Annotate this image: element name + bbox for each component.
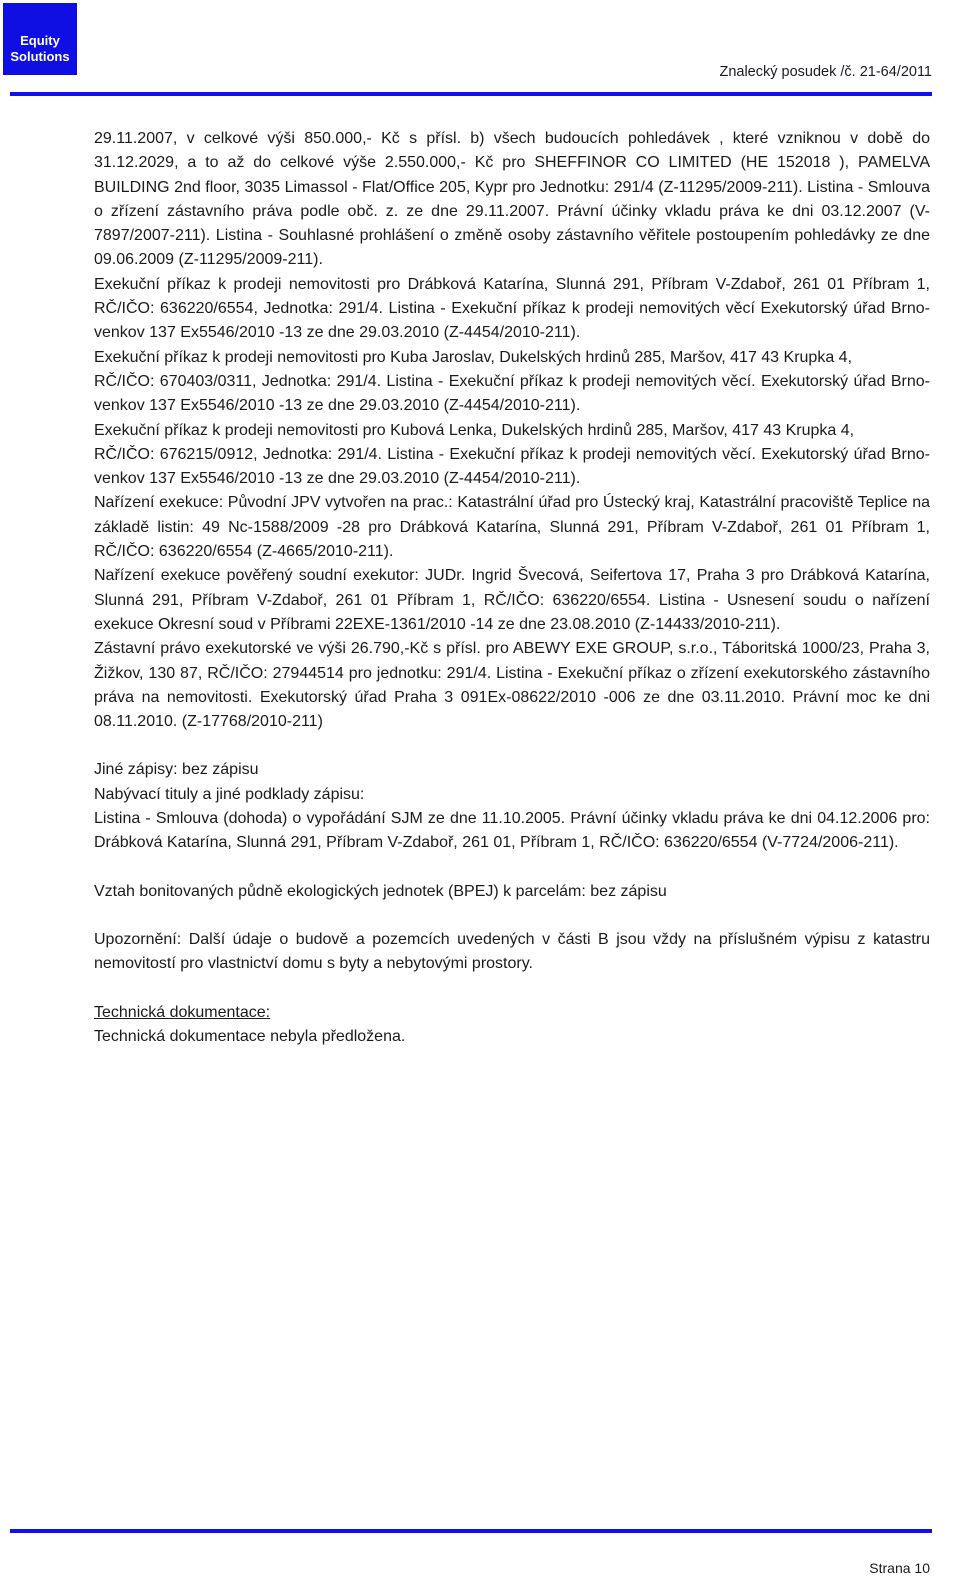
footer-rule	[10, 1529, 932, 1533]
technical-documentation-text: Technická dokumentace nebyla předložena.	[94, 1027, 406, 1045]
page-number: Strana 10	[869, 1560, 930, 1576]
acquisition-titles-text: Listina - Smlouva (dohoda) o vypořádání SJM ze dne 11.10.2005. Právní účinky vkladu práva ke dni 04.12.2006 pro: Drábková Katarína, Slunná 291, Příbram V-Zdaboř, 261 01, Příbram 1, RČ/IČO: 636220/6554 (V-7724/2006-211).	[94, 810, 930, 852]
logo-line-2: Solutions	[10, 49, 70, 64]
company-logo	[3, 3, 77, 75]
document-body	[94, 127, 930, 1049]
paragraph-enforcement-bailiff: Nařízení exekuce pověřený soudní exekutor: JUDr. Ingrid Švecová, Seifertova 17, Praha 3 pro Drábková Katarína, Slunná 291, Příbram V-Zdaboř, 261 01 Příbram 1, RČ/IČO: 636220/6554. Listina - Usnesení soudu o nařízení exekuce Okresní soud v Příbrami 22EXE-1361/2010 -14 ze dne 23.08.2010 (Z-14433/2010-211).	[94, 567, 930, 633]
paragraph-bailiff-lien: Zástavní právo exekutorské ve výši 26.790,-Kč s přísl. pro ABEWY EXE GROUP, s.r.o., Táboritská 1000/23, Praha 3, Žižkov, 130 87, RČ/IČO: 27944514 pro jednotku: 291/4. Listina - Exekuční příkaz o zřízení exekutorského zástavního práva na nemovitosti. Exekutorský úřad Praha 3 091Ex-08622/2010 -006 ze dne 03.11.2010. Právní moc ke dni 08.11.2010. (Z-17768/2010-211)	[94, 640, 930, 731]
paragraph-enforcement-ordered: Nařízení exekuce: Původní JPV vytvořen na prac.: Katastrální úřad pro Ústecký kraj, Katastrální pracoviště Teplice na základě listin: 49 Nc-1588/2009 -28 pro Drábková Katarína, Slunná 291, Příbram V-Zdaboř, 261 01 Příbram 1, RČ/IČO: 636220/6554 (Z-4665/2010-211).	[94, 494, 930, 561]
header-rule	[10, 92, 932, 96]
technical-documentation-heading: Technická dokumentace:	[94, 1003, 271, 1021]
other-entries: Jiné zápisy: bez zápisu	[94, 761, 259, 779]
acquisition-titles-heading: Nabývací tituly a jiné podklady zápisu:	[94, 785, 365, 803]
bpej-statement: Vztah bonitovaných půdně ekologických jednotek (BPEJ) k parcelám: bez zápisu	[94, 882, 667, 900]
paragraph-execution-order-kubova-details: RČ/IČO: 676215/0912, Jednotka: 291/4. Listina - Exekuční příkaz k prodeji nemovitých věcí. Exekutorský úřad Brno-venkov 137 Ex5546/2010 -13 ze dne 29.03.2010 (Z-4454/2010-211).	[94, 445, 930, 488]
paragraph-execution-order-drabkova: Exekuční příkaz k prodeji nemovitosti pro Drábková Katarína, Slunná 291, Příbram V-Zdaboř, 261 01 Příbram 1, RČ/IČO: 636220/6554, Jednotka: 291/4. Listina - Exekuční příkaz k prodeji nemovitých věcí Exekutorský úřad Brno-venkov 137 Ex5546/2010 -13 ze dne 29.03.2010 (Z-4454/2010-211).	[94, 275, 930, 342]
document-reference: Znalecký posudek /č. 21-64/2011	[719, 64, 932, 80]
paragraph-execution-order-kubova: Exekuční příkaz k prodeji nemovitosti pro Kubová Lenka, Dukelských hrdinů 285, Maršov, 417 43 Krupka 4,	[94, 421, 855, 439]
paragraph-execution-order-kuba: Exekuční příkaz k prodeji nemovitosti pro Kuba Jaroslav, Dukelských hrdinů 285, Maršov, 417 43 Krupka 4,	[94, 348, 853, 366]
notice-paragraph: Upozornění: Další údaje o budově a pozemcích uvedených v části B jsou vždy na příslušném výpisu z katastru nemovitostí pro vlastnictví domu s byty a nebytovými prostory.	[94, 930, 930, 973]
paragraph-execution-order-kuba-details: RČ/IČO: 670403/0311, Jednotka: 291/4. Listina - Exekuční příkaz k prodeji nemovitých věcí. Exekutorský úřad Brno-venkov 137 Ex5546/2010 -13 ze dne 29.03.2010 (Z-4454/2010-211).	[94, 372, 930, 415]
paragraph-lien-continuation: 29.11.2007, v celkové výši 850.000,- Kč s přísl. b) všech budoucích pohledávek , které vzniknou v době do 31.12.2029, a to až do celkové výše 2.550.000,- Kč pro SHEFFINOR CO LIMITED (HE 152018 ), PAMELVA BUILDING 2nd floor, 3035 Limassol - Flat/Office 205, Kypr pro Jednotku: 291/4 (Z-11295/2009-211). Listina - Smlouva o zřízení zástavního práva podle obč. z. ze dne 29.11.2007. Právní účinky vkladu práva ke dni 03.12.2007 (V-7897/2007-211). Listina - Souhlasné prohlášení o změně osoby zástavního věřitele postoupením pohledávky ze dne 09.06.2009 (Z-11295/2009-211).	[94, 130, 930, 269]
logo-line-1: Equity	[20, 33, 60, 48]
